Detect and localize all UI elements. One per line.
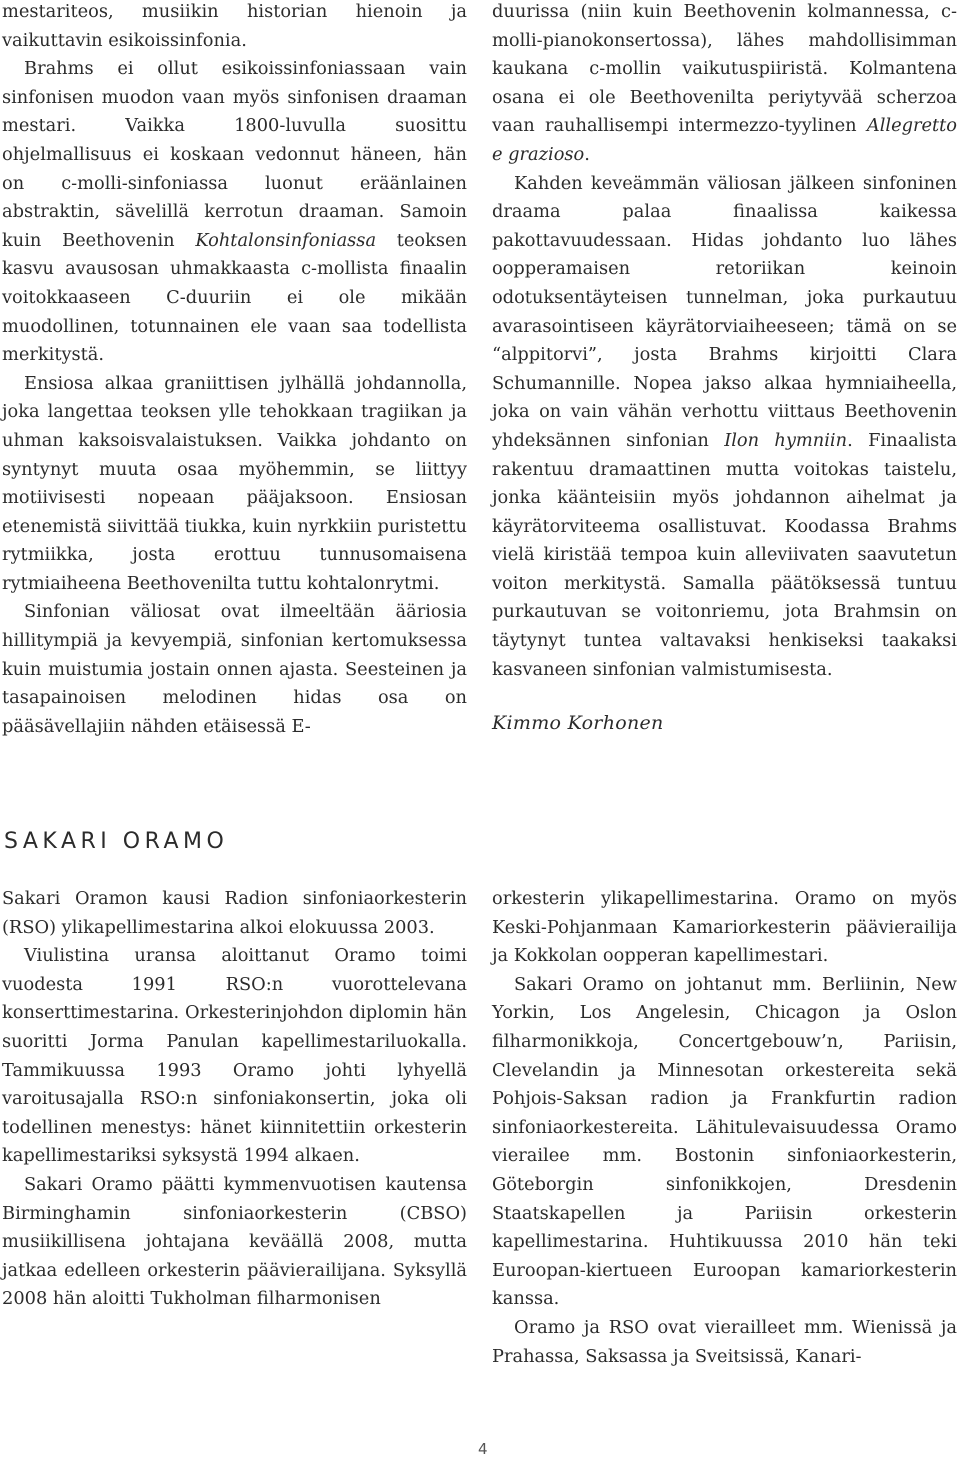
- paragraph-text: teoksen kasvu avausosan uhmakkaasta c-mollista finaalin voitokkaaseen C-duuriin ei ole mikään muodollinen, totunnainen ele vaan saa todellista merkitystä.: [2, 229, 467, 366]
- paragraph-text: Kahden keveämmän väliosan jälkeen sinfoninen draama palaa finaalissa kaikessa pakottavuudessaan. Hidas johdanto luo lähes oopperamaisen retoriikan keinoin odotuksentäyteisen tunnelman, joka purkautuu avarasointiseen käyrätorviaiheeseen; tämä on se “alppitorvi”, josta Brahms kirjoitti Clara Schumannille. Nopea jakso alkaa hymniaiheella, joka on vain vähän verhottu viittaus Beethovenin yhdeksännen sinfonian: [492, 172, 957, 451]
- paragraph-text: Brahms ei ollut esikoissinfoniassaan vain sinfonisen muodon vaan myös sinfonisen draaman mestari. Vaikka 1800-luvulla suosittu ohjelmallisuus ei koskaan vedonnut häneen, hän on c-molli-sinfoniassa luonut eräänlainen abstraktin, sävelillä kerrotun draaman. Samoin kuin Beethovenin: [2, 58, 467, 251]
- author-signature: Kimmo Korhonen: [492, 712, 664, 734]
- paragraph: [492, 885, 957, 971]
- paragraph-text: Viulistina uransa aloittanut Oramo toimi vuodesta 1991 RSO:n vuorottelevana konserttimestarina. Orkesterinjohdon diplomin hän suoritti Jorma Panulan kapellimestariluokalla. Tammikuussa 1993 Oramo johti lyhyellä varoitusajalla RSO:n sinfoniakonsertin, joka oli todellinen menestys: hänet kiinnitettiin orkesterin kapellimestariksi syksystä 1994 alkaen.: [2, 945, 467, 1167]
- paragraph: [2, 598, 467, 741]
- italic-title: Ilon hymniin: [724, 429, 848, 451]
- paragraph-text: Sakari Oramo päätti kymmenvuotisen kautensa Birminghamin sinfoniaorkesterin (CBSO) musiikillisena johtajana keväällä 2008, mutta jatkaa edelleen orkesterin päävierailijana. Syksyllä 2008 hän aloitti Tukholman filharmonisen: [2, 1173, 467, 1310]
- signature-holder: [492, 712, 664, 734]
- paragraph: [492, 0, 957, 170]
- paragraph-text: duurissa (niin kuin Beethovenin kolmannessa, c-molli-pianokonsertossa), lähes mahdollisimman kaukana c-mollin vaikutuspiiristä. Kolmantena osana ei ole Beethovenilta periytyvää scherzoa vaan rauhallisempi intermezzo-tyylinen: [492, 1, 957, 137]
- italic-title: Kohtalonsinfoniassa: [195, 229, 377, 251]
- section-heading: SAKARI ORAMO: [4, 829, 229, 854]
- paragraph: [2, 885, 467, 942]
- article-column-top-right: [492, 0, 957, 684]
- article-column-top-left: [2, 0, 467, 741]
- paragraph-text: Sinfonian väliosat ovat ilmeeltään ääriosia hillitympiä ja kevyempiä, sinfonian kertomuksessa kuin muistumia jostain onnen ajasta. Seesteinen ja tasapainoisen melodinen hidas osa on pääsävellajiin nähden etäisessä E-: [2, 601, 467, 737]
- paragraph: [2, 0, 467, 55]
- paragraph: [492, 1314, 957, 1371]
- paragraph: [2, 1171, 467, 1314]
- italic-title: Allegretto e grazioso: [492, 115, 957, 165]
- paragraph-text: .: [584, 143, 590, 165]
- paragraph: [492, 971, 957, 1314]
- paragraph-text: Sakari Oramo on johtanut mm. Berliinin, New Yorkin, Los Angelesin, Chicagon ja Oslon filharmonikkoja, Concertgebouw’n, Pariisin, Clevelandin ja Minnesotan orkestereita sekä Pohjois-Saksan radion ja Frankfurtin radion sinfoniaorkestereita. Lähitulevaisuudessa Oramo vierailee mm. Bostonin sinfoniaorkesterin, Göteborgin sinfonikkojen, Dresdenin Staatskapellen ja Pariisin orkesterin kapellimestarina. Huhtikuussa 2010 hän teki Euroopan-kiertueen Euroopan kamariorkesterin kanssa.: [492, 973, 957, 1310]
- paragraph-text: orkesterin ylikapellimestarina. Oramo on myös Keski-Pohjanmaan Kamariorkesterin päävierailija ja Kokkolan oopperan kapellimestari.: [492, 888, 957, 967]
- bio-column-right: [492, 885, 957, 1371]
- paragraph-text: Ensiosa alkaa graniittisen jylhällä johdannolla, joka langettaa teoksen ylle tehokkaan tragiikan ja uhman kaksoisvalaistuksen. Vaikka johdanto on syntynyt muuta osaa myöhemmin, se liittyy motiivisesti nopeaan pääjaksoon. Ensiosan etenemistä siivittää tiukka, kuin nyrkkiin puristettu rytmiikka, josta erottuu tunnusomaisena rytmiaiheena Beethovenilta tuttu kohtalonrytmi.: [2, 372, 467, 594]
- paragraph-text: . Finaalista rakentuu dramaattinen mutta voitokas taistelu, jonka käänteisiin myös johdannon aihelmat ja käyrätorviteema osallistuvat. Koodassa Brahms vielä kiristää tempoa kuin alleviivaten saavutetun voiton merkitystä. Samalla päätöksessä tuntuu purkautuvan se voitonriemu, jota Brahmsin on täytynyt tuntea valtavaksi henkiseksi taakaksi kasvaneen sinfonian valmistumisesta.: [492, 429, 958, 680]
- paragraph: [2, 370, 467, 599]
- paragraph-text: Oramo ja RSO ovat vierailleet mm. Wienissä ja Prahassa, Saksassa ja Sveitsissä, Kanari-: [492, 1316, 957, 1367]
- paragraph: [2, 55, 467, 370]
- paragraph-text: mestariteos, musiikin historian hienoin ja vaikuttavin esikoissinfonia.: [2, 1, 467, 51]
- bio-column-left: [2, 885, 467, 1314]
- paragraph: [2, 942, 467, 1171]
- paragraph-text: Sakari Oramon kausi Radion sinfoniaorkesterin (RSO) ylikapellimestarina alkoi elokuussa 2003.: [2, 888, 467, 938]
- paragraph: [492, 170, 957, 685]
- page-number: 4: [478, 1440, 488, 1458]
